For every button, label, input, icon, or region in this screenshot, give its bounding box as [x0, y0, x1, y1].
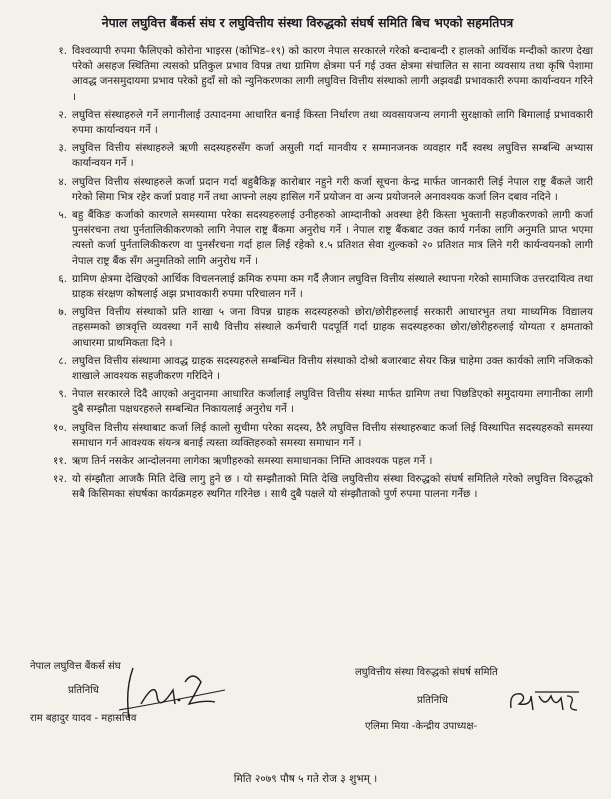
clause-text: विश्वव्यापी रुपमा फैलिएको कोरोना भाइरस (कोभिड–१९) को कारण नेपाल सरकारले गरेको बन्दाबन्दी र हालको आर्थिक मन्दीको कारण देखा परेको असहज स्थितिमा त्यसको प्रतिकुल प्रभाव विपन्न तथा ग्रामिण क्षेत्रमा पर्न गई उक्त क्षेत्रमा संचालित स साना व्यवसाय तथा कृषि पेशामा आवद्ध जनसमुदायमा प्रभाव परेको हुदाँ सो को न्युनिकरणका लागी लघुवित्त वित्तीय संस्थाको लागी अझवढी प्रभावकारी रुपमा कार्यान्वयन गरिने । [72, 45, 593, 103]
clause-item [22, 208, 593, 269]
clause-text: नेपाल सरकारले दिदै आएको अनुदानमा आधारित कर्जालाई लघुवित्त वित्तीय संस्था मार्फत ग्रामिण तथा पिछडिएको समुदायमा लगानीका लागी दुबै सम्झौता पक्षधरहरुले सम्बन्धित निकायलाई अनुरोध गर्ने । [72, 388, 593, 416]
clause-number: ७. [58, 306, 67, 319]
clause-item [22, 354, 593, 384]
clause-number: ११. [53, 455, 67, 468]
left-signatory-org: नेपाल लघुवित्त बैंकर्स संघ [30, 661, 121, 672]
left-signatory-name: राम बहादुर यादव - महासचिव [30, 713, 137, 724]
clause-item [22, 44, 593, 105]
clause-text: लघुवित्त वित्तीय संस्थाको प्रति शाखा ५ जना विपन्न ग्राहक सदस्यहरुको छोरा/छोरीहरुलाई सरकारी आधारभुत तथा माध्यमिक विद्यालय तहसम्मको छात्रवृत्ति व्यवस्था गर्ने साथै वित्तीय संस्थाले कर्मचारी पदपूर्ति गर्दा ग्राहक सदस्यहरुका छोरा/छोरीहरुलाई योग्यता र क्षमताको आधारमा प्राथमिकता दिने । [72, 306, 593, 349]
clause-item [22, 454, 593, 469]
clause-text: लघुवित्त वित्तीय संस्थामा आवद्ध ग्राहक सदस्यहरुले सम्बन्धित वित्तीय संस्थाको दोश्रो बजारबाट सेयर किन्न चाहेमा उक्त कार्यको लागि नजिकको शाखाले आवश्यक सहजीकरण गरिदिने । [72, 354, 593, 383]
clause-number: ९. [58, 388, 67, 401]
agreement-clauses [22, 44, 593, 503]
clause-item [22, 472, 593, 502]
clause-text: लघुवित्त वित्तीय संस्थाहरुले कर्जा प्रदान गर्दा बहुबैकिङ्ग कारोबार नहुने गरी कर्जा सूचना केन्द्र मार्फत जानकारी लिई नेपाल राष्ट्र बैंकले जारी गरेको सिमा भित्र रहेर कर्जा प्रवाह गर्ने तथा आफ्नो लक्ष्य हासिल गर्ने प्रयोजन वा अन्य प्रयोजनले अनावश्यक कर्जा लिन दबाव नदिने । [72, 175, 593, 203]
left-signatory-role: प्रतिनिधि [68, 685, 99, 696]
clause-text: ग्रामिण क्षेत्रमा देखिएको आर्थिक विचलनलाई क्रमिक रुपमा कम गर्दै लैजान लघुवित्त वित्तीय संस्थाले स्थापना गरेको सामाजिक उत्तरदायित्व तथा ग्राहक संरक्षण कोषलाई अझ प्रभावकारी रुपमा परिचालन गर्ने । [72, 272, 593, 301]
clause-item [22, 108, 593, 138]
clause-text: लघुवित्त संस्थाहरुले गर्ने लगानीलाई उत्पादनमा आधारित बनाई किस्ता निर्धारण तथा व्यवसायजन्य लगानी सुरक्षाको लागि बिमालाई प्रभावकारी रुपमा कार्यान्वयन गर्ने । [72, 108, 593, 137]
clause-item [22, 305, 593, 351]
clause-text: लघुवित्त वित्तीय संस्थाबाट कर्जा लिई कालो सुचीमा परेका सदस्य, ठैरै लघुवित्त वित्तीय संस्थाहरुबाट कर्जा लिई विस्थापित सदस्यहरुको समस्या समाधान गर्न आवश्यक संयन्त्र बनाई त्यस्ता व्यक्तिहरुको समस्या समाधान गर्ने । [72, 421, 593, 449]
clause-item [22, 387, 593, 417]
document-date: मिति २०७९ पौष ५ गते रोज ३ शुभम् । [233, 773, 378, 785]
right-signatory-name: एलिमा मिया -केन्द्रीय उपाध्यक्ष- [365, 721, 478, 732]
clause-item [22, 175, 593, 205]
clause-number: ३. [58, 142, 67, 155]
clause-number: १. [58, 45, 67, 57]
right-handwritten-signature [505, 684, 585, 718]
clause-number: १०. [53, 421, 67, 434]
clause-number: ६. [58, 272, 67, 285]
clause-number: १२. [53, 473, 67, 486]
clause-number: ८. [58, 354, 67, 367]
clause-text: बहु बैंकिङ कर्जाको कारणले समस्यामा परेका सदस्यहरुलाई उनीहरुको आम्दानीको अवस्था हेरी किस्ता भुक्तानी सहजीकरणको लागी कर्जा पुनसंरचना तथा पुर्नतालिकीकरणको लागि नेपाल राष्ट्र बैंकमा अनुरोध गर्ने । नेपाल राष्ट्र बैंकबाट उक्त कार्य गर्नका लागि अनुमति प्राप्त भएमा त्यस्तो कर्जा पुर्नतालिकीकरण वा पुनर्संरचना गर्दा हाल लिई रहेको १.५ प्रतिशत सेवा शुल्कको २० प्रतिशत मात्र लिने गरी कार्यन्वयनको लागी नेपाल राष्ट्र बैंक सँग अनुमतिको लागि अनुरोध गर्ने । [72, 209, 593, 267]
right-signatory-org: लघुवित्तीय संस्था विरुद्धको संघर्ष समिति [355, 667, 498, 678]
clause-text: यो संम्झौता आजकै मिति देखि लागु हुने छ । यो सम्झौताको मिति देखि लघुवित्तीय संस्था विरुद्धको संघर्ष समितिले गरेको लघुवित्त विरुद्धको सबै किसिमका संघर्षका कार्यक्रमहरु स्थगित गरिनेछ । साथै दुबै पक्षले यो संम्झौताको पुर्ण रुपमा पालना गर्नेछ । [72, 473, 593, 501]
clause-number: २. [58, 108, 67, 121]
right-signatory-role: प्रतिनिधि [417, 695, 448, 706]
clause-text: लघुवित्त वित्तीय संस्थाहरुले ऋणी सदस्यहरुसँग कर्जा असुली गर्दा मानवीय र सम्मानजनक व्यवहार गर्दै स्वस्थ लघुवित्त सम्बन्धि अभ्यास कार्यान्वयन गर्ने । [72, 142, 593, 170]
document-title: नेपाल लघुवित्त बैंकर्स संघ र लघुवित्तीय संस्था विरुद्धको संघर्ष समिति बिच भएको सहमतिपत्र [101, 15, 514, 30]
clause-item [22, 272, 593, 302]
left-handwritten-signature [115, 660, 235, 722]
clause-number: ४. [58, 175, 67, 188]
clause-item [22, 421, 593, 451]
clause-item [22, 141, 593, 171]
clause-text: ऋण तिर्न नसकेर आन्दोलनमा लागेका ऋणीहरुको समस्या समाधानका निम्ति आवश्यक पहल गर्ने । [72, 455, 433, 468]
clause-number: ५. [58, 209, 67, 222]
